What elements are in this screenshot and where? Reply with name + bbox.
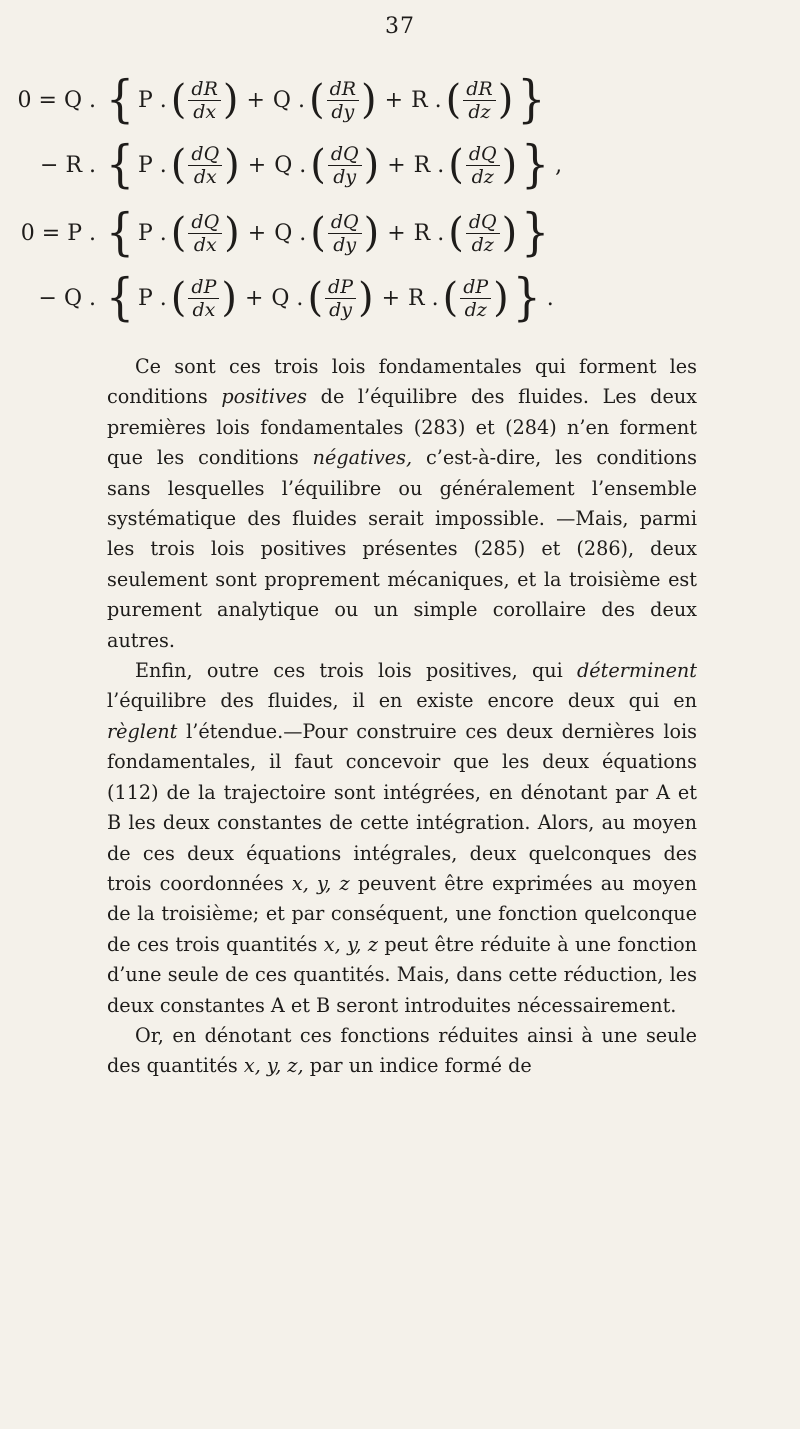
equation-lhs: 0 = Q . <box>17 87 96 113</box>
term-coefficient: P . <box>138 285 167 311</box>
term-coefficient: P . <box>138 220 167 246</box>
fraction-numerator: dP <box>325 276 356 299</box>
fraction <box>328 143 362 188</box>
brace-open: { <box>106 135 134 194</box>
equation-term <box>414 211 518 256</box>
equation-row <box>0 203 553 263</box>
equation-row <box>0 268 554 328</box>
fraction-numerator: dP <box>460 276 491 299</box>
fraction <box>463 78 495 123</box>
italic-text: x, y, z, <box>243 1054 304 1078</box>
fraction-numerator: dQ <box>466 143 500 166</box>
paren-close: ) <box>493 275 509 321</box>
equation-term <box>411 78 513 123</box>
paren-open: ( <box>310 210 326 256</box>
text-run: peut être réduite à une fonction d’une seule de ces quantités. Mais, dans cette réduction, les deux constantes A et B seront introduites nécessairement. <box>107 932 697 1017</box>
fraction-denominator: dx <box>193 233 217 256</box>
page-number: 37 <box>385 14 415 39</box>
term-coefficient: Q . <box>272 87 305 113</box>
equation-term <box>138 211 240 256</box>
equation-lhs: − R . <box>40 152 96 178</box>
paren-close: ) <box>363 210 380 256</box>
italic-text: déterminent <box>577 659 697 683</box>
operator: + <box>387 152 406 178</box>
fraction <box>328 211 362 256</box>
paren-close: ) <box>224 142 240 188</box>
italic-text: x, y, z <box>323 932 378 956</box>
equation-term <box>138 143 240 188</box>
italic-text: positives <box>221 385 308 409</box>
equation-term <box>271 276 373 321</box>
term-coefficient: Q . <box>271 285 304 311</box>
operator: + <box>387 220 406 246</box>
fraction-denominator: dz <box>471 165 494 188</box>
equation-lhs: − Q . <box>38 285 96 311</box>
fraction <box>325 276 356 321</box>
paren-close: ) <box>222 77 239 123</box>
fraction-numerator: dQ <box>188 211 222 234</box>
operator: + <box>384 87 404 113</box>
fraction-numerator: dR <box>327 78 359 101</box>
text-run: peuvent être exprimées au moyen de la troisième; et par conséquent, une fonction quelconque de ces trois quantités <box>107 871 697 956</box>
term-coefficient: P . <box>138 87 167 113</box>
fraction-numerator: dR <box>463 78 495 101</box>
text-run: Enfin, outre ces trois lois positives, qui <box>135 659 577 683</box>
fraction-denominator: dx <box>193 100 217 123</box>
brace-close: } <box>521 203 550 262</box>
fraction-numerator: dR <box>188 78 220 101</box>
fraction-denominator: dy <box>333 165 357 188</box>
term-coefficient: R . <box>413 152 445 178</box>
text-run: c’est-à-dire, les conditions sans lesquelles l’équilibre ou généralement l’ensemble systématique des fluides serait impossible. —Mais, parmi les trois lois positives présentes (285) et (286), deux seulement sont proprement mécaniques, et la troisième est purement analytique ou un simple corollaire des deux autres. <box>107 446 697 652</box>
paren-open: ( <box>448 210 464 256</box>
term-coefficient: Q . <box>274 152 307 178</box>
paren-open: ( <box>448 142 464 188</box>
paren-close: ) <box>358 275 374 321</box>
term-coefficient: P . <box>138 152 167 178</box>
fraction <box>460 276 491 321</box>
term-coefficient: R . <box>408 285 439 311</box>
fraction-numerator: dQ <box>328 143 362 166</box>
fraction-denominator: dy <box>331 100 355 123</box>
fraction <box>466 143 500 188</box>
operator: + <box>247 220 267 246</box>
text-run: par un indice formé de <box>303 1054 532 1078</box>
paren-close: ) <box>501 210 518 256</box>
brace-open: { <box>106 70 134 129</box>
paren-open: ( <box>445 77 462 123</box>
text-run: Or, en dénotant ces fonctions réduites ainsi à une seule des quantités <box>107 1023 697 1078</box>
paren-open: ( <box>170 77 187 123</box>
fraction-numerator: dQ <box>328 211 362 234</box>
fraction <box>327 78 359 123</box>
text-run: l’équilibre des fluides, il en existe encore deux qui en <box>107 689 697 713</box>
paren-open: ( <box>170 210 187 256</box>
paren-close: ) <box>501 142 518 188</box>
operator: + <box>381 285 401 311</box>
equation-punctuation: , <box>555 152 563 178</box>
fraction-denominator: dx <box>193 165 217 188</box>
fraction-numerator: dQ <box>466 211 500 234</box>
fraction-denominator: dy <box>333 233 357 256</box>
paragraph <box>107 352 697 656</box>
text-run: Ce sont ces trois lois fondamentales qui forment les conditions <box>107 355 697 409</box>
term-coefficient: Q . <box>274 220 307 246</box>
equation-term <box>138 78 238 123</box>
equation-row <box>0 135 562 195</box>
fraction <box>188 143 222 188</box>
body-text <box>107 352 697 1082</box>
operator: + <box>244 285 264 311</box>
brace-open: { <box>106 203 134 262</box>
paren-open: ( <box>442 275 459 321</box>
brace-open: { <box>106 268 134 327</box>
fraction <box>188 78 220 123</box>
equation-row <box>0 70 549 130</box>
paren-close: ) <box>361 77 377 123</box>
fraction <box>188 276 219 321</box>
operator: + <box>246 87 265 113</box>
italic-text: x, y, z <box>291 871 350 895</box>
equation-term <box>414 143 518 188</box>
term-coefficient: R . <box>411 87 442 113</box>
equation-lhs: 0 = P . <box>20 220 96 246</box>
paren-close: ) <box>224 210 240 256</box>
equation-term <box>273 78 377 123</box>
fraction-denominator: dz <box>471 233 494 256</box>
fraction-denominator: dy <box>329 298 352 321</box>
italic-text: règlent <box>107 719 178 743</box>
fraction-denominator: dz <box>468 100 491 123</box>
fraction-numerator: dP <box>188 276 219 299</box>
paren-open: ( <box>307 275 324 321</box>
paren-open: ( <box>170 275 187 321</box>
equation-term <box>138 276 237 321</box>
fraction <box>188 211 222 256</box>
fraction-denominator: dx <box>192 298 216 321</box>
paren-close: ) <box>221 275 237 321</box>
text-run: l’étendue.—Pour construire ces deux dernières lois fondamentales, il faut concevoir que les deux équations (112) de la trajectoire sont intégrées, en dénotant par A et B les deux constantes de cette intégration. Alors, au moyen de ces deux équations intégrales, deux quelconques des trois coordonnées <box>107 719 697 895</box>
text-run: de l’équilibre des fluides. Les deux premières lois fondamentales (283) et (284) n’en forment que les conditions <box>107 385 697 470</box>
equation-term <box>274 143 379 188</box>
term-coefficient: R . <box>413 220 445 246</box>
paren-close: ) <box>497 77 514 123</box>
equation-punctuation: . <box>546 285 554 311</box>
paren-open: ( <box>170 142 187 188</box>
operator: + <box>247 152 267 178</box>
fraction-numerator: dQ <box>188 143 222 166</box>
brace-close: } <box>512 268 541 327</box>
paragraph <box>107 1021 697 1082</box>
paragraph <box>107 656 697 1021</box>
brace-close: } <box>517 70 546 129</box>
paren-open: ( <box>308 77 325 123</box>
brace-close: } <box>521 135 550 194</box>
italic-text: négatives, <box>312 446 413 470</box>
equation-term <box>408 276 509 321</box>
paren-open: ( <box>310 142 326 188</box>
equation-term <box>274 211 379 256</box>
fraction <box>466 211 500 256</box>
fraction-denominator: dz <box>464 298 487 321</box>
paren-close: ) <box>363 142 380 188</box>
